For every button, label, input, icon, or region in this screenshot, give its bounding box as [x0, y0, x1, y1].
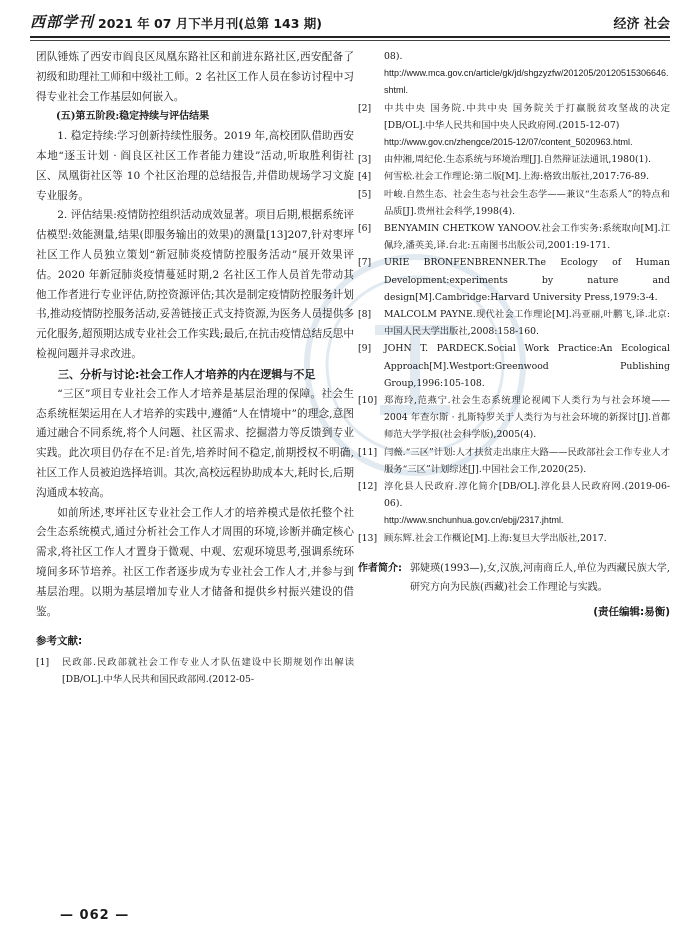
reference-item — [358, 478, 670, 530]
section-heading: 三、分析与讨论:社会工作人才培养的内在逻辑与不足 — [58, 367, 316, 381]
reference-number: [11] — [358, 446, 378, 458]
paragraph: “三区”项目专业社会工作人才培养是基层治理的保障。社会生态系统框架运用在人才培养的实践中,遵循“人在情境中”的理念,意图通过融合不同系统,将个人问题、社区需求、挖掘潜力等反馈到专业实践。此次项目仍存在不足:首先,培养时间不稳定,前期授权不明确,社区工作人员被迫选择培训。其次,高校远程协助成本大,耗时长,后期沟通成本较高。 — [36, 387, 354, 499]
header-rule-thin — [30, 40, 670, 41]
reference-list — [36, 654, 354, 688]
reference-list — [358, 48, 670, 547]
reference-text — [384, 151, 670, 168]
reference-text: URIE BRONFENBRENNER.The Ecology of Human Development:experiments by nature and design[M].Cambridge:Harvard University Press,1979:3-4. — [384, 257, 670, 303]
reference-text: 叶峻.自然生态、社会生态与社会生态学——兼议“生态系人”的特点和品质[J].贵州社会科学,1998(4). — [384, 188, 670, 217]
journal-logo: 西部学刊 — [30, 13, 95, 31]
author-bio — [358, 559, 670, 597]
reference-number: [5] — [358, 188, 372, 200]
reference-text — [384, 444, 670, 478]
reference-number: [9] — [358, 343, 372, 355]
reference-item — [358, 220, 670, 254]
reference-item — [358, 168, 670, 185]
reference-text: 郑海玲,范燕宁.社会生态系统理论视阈下人类行为与社会环境——2004 年查尔斯 · 扎斯特罗关于人类行为与社会环境的新探讨[J].首都师范大学学报(社会科学版),2005(4). — [384, 395, 670, 441]
reference-item — [358, 444, 670, 478]
reference-number: [3] — [358, 154, 372, 166]
reference-item — [358, 100, 670, 152]
reference-url: http://www.mca.gov.cn/article/gk/jd/shgzyzfw/201205/20120515306646.shtml. — [384, 68, 669, 96]
reference-number: [2] — [358, 102, 372, 114]
reference-item — [36, 654, 354, 688]
reference-url: http://www.snchunhua.gov.cn/ebjj/2317.jhtml. — [384, 515, 564, 526]
reference-text — [384, 254, 670, 306]
reference-text — [384, 306, 670, 340]
reference-text: MALCOLM PAYNE.现代社会工作理论[M].冯亚丽,叶鹏飞,译.北京:中国人民大学出版社,2008:158-160. — [384, 309, 670, 338]
reference-text: 民政部.民政部就社会工作专业人才队伍建设中长期规划作出解读[DB/OL].中华人民共和国民政部网.(2012-05- — [62, 657, 354, 686]
reference-text — [384, 220, 670, 254]
right-column — [358, 48, 670, 623]
left-column — [36, 48, 354, 689]
reference-text: JOHN T. PARDECK.Social Work Practice:An Ecological Approach[M].Westport:Greenwood Publishing Group,1996:105-108. — [384, 343, 670, 389]
references-heading: 参考文献: — [36, 635, 83, 648]
reference-text — [384, 168, 670, 185]
header-rule — [30, 36, 670, 38]
reference-number: [10] — [358, 395, 378, 407]
reference-item — [358, 186, 670, 220]
reference-text: 闫薇.“三区”计划:人才扶贫走出康庄大路——民政部社会工作专业人才服务“三区”计划综述[J].中国社会工作,2020(25). — [384, 446, 670, 475]
reference-text: 淳化县人民政府.淳化简介[DB/OL].淳化县人民政府网.(2019-06-06). — [384, 481, 670, 510]
reference-item — [358, 340, 670, 392]
section-label: 经济 社会 — [613, 17, 670, 32]
author-bio-text: 郭婕瑛(1993—),女,汉族,河南商丘人,单位为西藏民族大学,研究方向为民族(西藏)社会工作理论与实践。 — [410, 562, 670, 593]
reference-item — [358, 392, 670, 444]
reference-text: 顾东辉.社会工作概论[M].上海:复旦大学出版社,2017. — [384, 532, 607, 544]
paragraph: 如前所述,枣坪社区专业社会工作人才的培养模式是依托整个社会生态系统模式,通过分析社会工作人才周围的环境,诊断并确定核心需求,将社区工作人才置身于微观、中观、宏观环境思考,强调系统环境间多环节培养。社区工作者逐步成为专业社会工作人才,并参与到基层治理。以期为基层增加专业人才储备和提供乡村振兴建设的借鉴。 — [36, 506, 354, 618]
reference-text: 由仲湘,周纪伦.生态系统与环境治理[J].自然辩证法通讯,1980(1). — [384, 154, 652, 166]
editor-credit: (责任编辑:易衡) — [593, 605, 670, 618]
reference-number: [6] — [358, 223, 372, 235]
reference-number: [7] — [358, 257, 372, 269]
reference-item — [358, 306, 670, 340]
reference-text — [384, 186, 670, 220]
paragraph: 团队锤炼了西安市阎良区凤凰东路社区和前进东路社区,西安配备了初级和助理社工师和中级社工师。2 名社区工作人员在参访讨程中习得专业社会工作基层如何嵌入。 — [36, 51, 354, 103]
reference-number: [13] — [358, 532, 378, 544]
page-number: — 062 — — [60, 908, 130, 923]
reference-text — [384, 100, 670, 152]
author-bio-label: 作者简介: — [358, 562, 402, 574]
subsection-heading: (五)第五阶段:稳定持续与评估结果 — [56, 111, 210, 123]
journal-masthead — [30, 11, 322, 32]
paragraph: 1. 稳定持续:学习创新持续性服务。2019 年,高校团队借助西安本地“逐玉计划 · 阎良区社区工作者能力建设”活动,听取胜利街社区、凤凰街社区等 10 个社区治理的总结报告,并借助规场学习文旋专业服务。 — [36, 130, 354, 202]
reference-text — [384, 392, 670, 444]
reference-item — [358, 151, 670, 168]
running-header — [30, 10, 670, 32]
reference-text — [384, 478, 670, 530]
reference-text: 08). — [384, 51, 403, 62]
reference-number: [12] — [358, 481, 378, 493]
reference-number: [1] — [36, 657, 50, 669]
reference-text — [384, 530, 670, 547]
reference-text: BENYAMIN CHETKOW YANOOV.社会工作实务:系统取向[M].江佩玲,潘英美,译.台北:五南图书出版公司,2001:19-171. — [384, 223, 670, 252]
reference-text — [384, 48, 670, 100]
reference-number: [4] — [358, 171, 372, 183]
reference-item — [358, 48, 670, 100]
reference-number: [8] — [358, 309, 372, 321]
reference-item — [358, 254, 670, 306]
paragraph: 2. 评估结果:疫情防控组织活动成效显著。项目后期,根据系统评估模型:效能测量,结果(即服务输出的效果)的测量[13]207,针对枣坪社区工作人员独立策划“新冠肺炎疫情防控服务活动”展开效果评估。2020 年新冠肺炎疫情蔓延时期,2 名社区工作人员首先带动其他工作者进行专业评估,防控资源评估;其次是制定疫情防控服务计划书,推动疫情防控服务活动,妥善链接正式支持资源,为医务人员提供多元化服务,超预期达成专业社会工作实践;最后,在抗击疫情总结反思中检视问题并寻求改进。 — [36, 209, 354, 360]
issue-info: 2021 年 07 月下半月刊(总第 143 期) — [98, 16, 322, 31]
reference-text: 何雪松.社会工作理论:第二版[M].上海:格致出版社,2017:76-89. — [384, 171, 650, 183]
reference-url: http://www.gov.cn/zhengce/2015-12/07/content_5020963.html. — [384, 137, 633, 148]
reference-text — [384, 340, 670, 392]
reference-text: 中共中央 国务院.中共中央 国务院关于打赢脱贫攻坚战的决定[DB/OL].中华人民共和国中央人民政府网.(2015-12-07) — [384, 102, 670, 131]
reference-item — [358, 530, 670, 547]
reference-number — [358, 48, 384, 100]
